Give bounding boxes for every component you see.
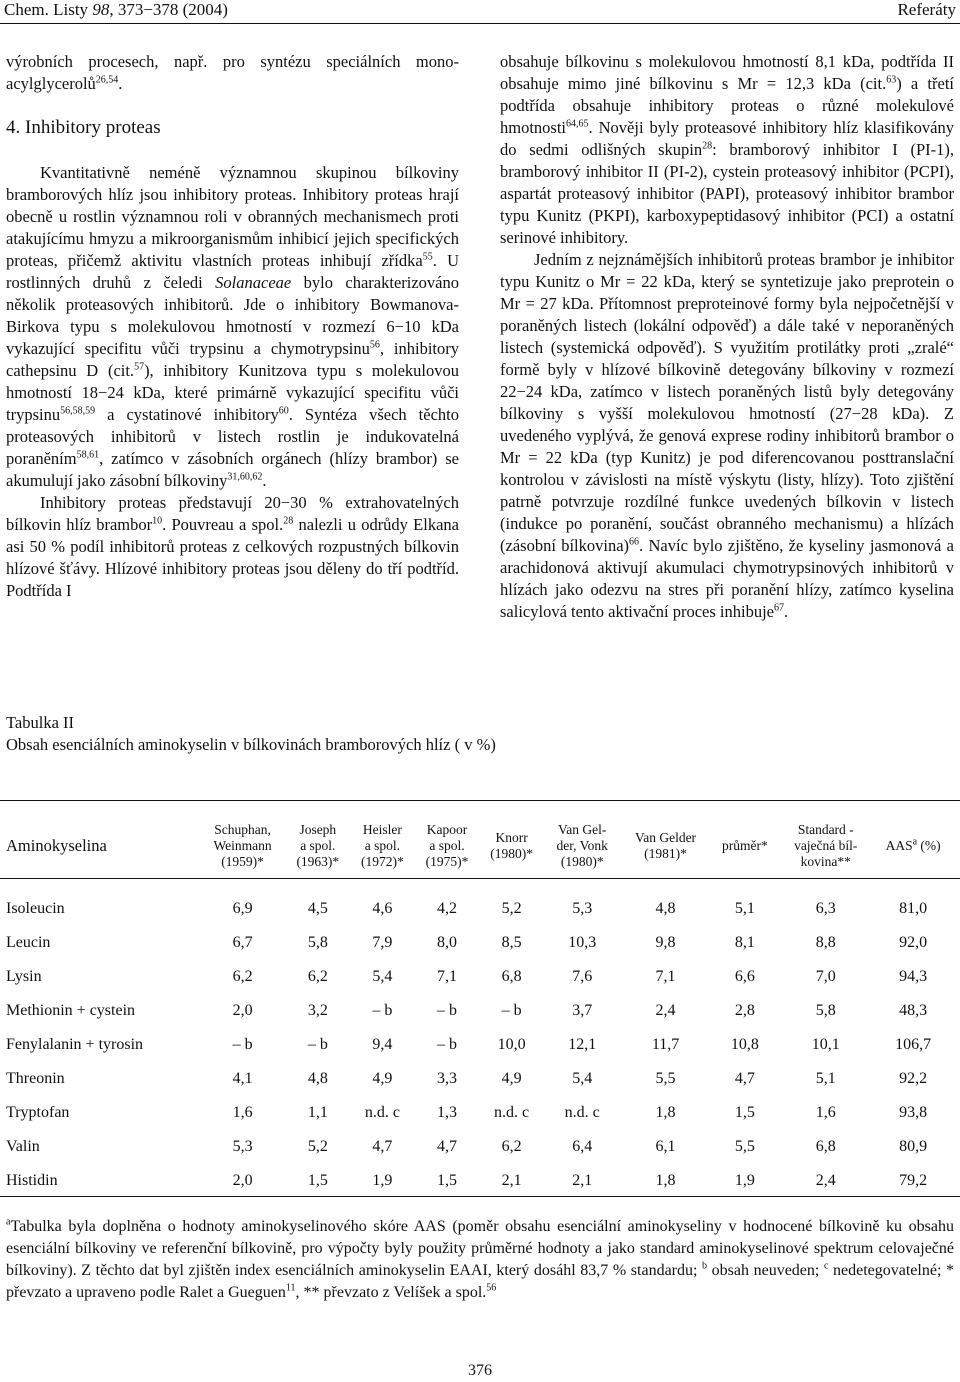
table-cell: – b	[501, 1002, 522, 1019]
text-run: .	[262, 471, 267, 490]
table-row	[2, 960, 954, 994]
table-cell: 7,6	[572, 968, 593, 985]
table-cell: 5,4	[372, 968, 393, 985]
table-cell: 8,8	[815, 934, 836, 951]
footnote-marker: a	[912, 836, 918, 848]
amino-acid-name: Isoleucin	[6, 900, 65, 917]
table-cell: 2,1	[501, 1172, 522, 1189]
table-cell: 5,5	[734, 1138, 755, 1155]
table-cell: n.d. c	[494, 1104, 530, 1121]
citation-ref: 56	[486, 1282, 497, 1294]
table-cell: 2,0	[232, 1002, 253, 1019]
header-line: a spol.	[429, 838, 465, 853]
table-cell: 1,6	[815, 1104, 836, 1121]
table-row	[2, 1130, 954, 1164]
header-line: Kapoor	[426, 822, 468, 837]
table-cell: – b	[437, 1036, 457, 1053]
table-cell: 10,3	[568, 934, 597, 951]
table-cell: 2,1	[572, 1172, 593, 1189]
table-cell: 6,2	[307, 968, 328, 985]
amino-acid-name: Lysin	[6, 968, 42, 985]
table-cell: 5,3	[572, 900, 593, 917]
table-cell: 92,2	[899, 1070, 928, 1087]
header-line: a spol.	[300, 838, 336, 853]
header-line: (1980)*	[490, 846, 533, 861]
table-cell: 5,8	[307, 934, 328, 951]
table-cell: 10,1	[811, 1036, 840, 1053]
column-header-7	[621, 818, 711, 874]
table-cell: 6,8	[501, 968, 522, 985]
paragraph-inhibitors-2	[6, 492, 459, 602]
table-cell: 94,3	[899, 968, 928, 985]
header-line: der, Vonk	[556, 838, 608, 853]
citation-ref: 31,60,62	[227, 471, 263, 483]
table-cell: 8,5	[501, 934, 522, 951]
text-run: obsahuje bílkovinu s molekulovou hmotností 8,1 kDa, podtřída II obsahuje mimo jiné bílkovinu s Mr = 12,3 kDa (cit.	[500, 52, 954, 93]
table-row	[2, 1028, 954, 1062]
text-run: bylo charakterizováno několik proteasových inhibitorů. Jde o inhibitory Bowmanova-Birkova typu s molekulovou hmotností v rozmezí 6−10 kDa vykazující specifitu vůči trypsinu a chymotrypsinu	[6, 273, 460, 358]
table-cell: n.d. c	[564, 1104, 600, 1121]
intro-paragraph	[6, 51, 459, 95]
footnote-marker: c	[823, 1260, 829, 1272]
text-run: , inhibitory cathepsinu D (cit.	[6, 339, 459, 380]
table-top-rule	[0, 800, 960, 801]
table-cell: 106,7	[895, 1036, 932, 1053]
table-cell: 7,1	[655, 968, 676, 985]
citation-ref: 10	[152, 515, 163, 527]
table-cell: 6,1	[655, 1138, 676, 1155]
amino-acid-name: Threonin	[6, 1070, 65, 1087]
text-run: , ** převzato z Velíšek a spol.	[295, 1284, 487, 1301]
table-cell: 1,9	[372, 1172, 393, 1189]
table-row	[2, 926, 954, 960]
amino-acid-name: Valin	[6, 1138, 40, 1155]
citation-ref: 57	[134, 361, 145, 373]
table-cell: 1,6	[232, 1104, 253, 1121]
table-cell: 5,1	[734, 900, 755, 917]
header-line: Standard -	[797, 822, 854, 837]
citation-ref: 67	[774, 602, 784, 614]
text-run: . Pouvreau a spol.	[162, 515, 284, 534]
text-run: obsah neuveden;	[707, 1262, 824, 1279]
citation-ref: 28	[283, 515, 294, 527]
header-line: (1959)*	[221, 854, 264, 869]
column-header-amino-acid: Aminokyselina	[6, 836, 107, 855]
table-cell: 5,4	[572, 1070, 593, 1087]
header-line: (1975)*	[425, 854, 469, 869]
journal-volume: 98	[92, 0, 110, 19]
table-cell: 7,0	[815, 968, 836, 985]
table-cell: 5,3	[232, 1138, 253, 1155]
text-run: . Nověji byly proteasové inhibitory hlíz klasifikovány do sedmi odlišných skupin	[500, 118, 954, 159]
table-cell: 1,5	[734, 1104, 755, 1121]
text-run: nedetegovatelné; * převzato a upraveno podle Ralet a Gueguen	[6, 1262, 955, 1301]
text-run: Kvantitativně neméně významnou skupinou bílkoviny bramborových hlíz jsou inhibitory proteas. Inhibitory proteas hrají obecně u rostlin významnou roli v obranných mechanismech proti atakujícímu hmyzu a mikroorganismům inhibicí jejich specifických proteas, přičemž aktivitu vlastních proteas inhibují zřídka	[6, 163, 459, 270]
table-cell: 10,0	[497, 1036, 526, 1053]
header-line: (1980)*	[560, 854, 604, 869]
table-cell: 2,0	[232, 1172, 253, 1189]
citation-ref: 11	[285, 1282, 296, 1294]
table-cell: 1,1	[307, 1104, 328, 1121]
table-cell: 12,1	[568, 1036, 597, 1053]
table-cell: 3,3	[437, 1070, 457, 1087]
table-cell: 79,2	[899, 1172, 928, 1189]
amino-acid-name: Leucin	[6, 934, 51, 951]
table-cell: 4,9	[501, 1070, 522, 1087]
table-cell: – b	[372, 1002, 393, 1019]
header-line: (%)	[917, 838, 941, 853]
text-run: ) a třetí podtřída obsahuje inhibitory proteas o různé molekulové hmotnosti	[500, 74, 954, 137]
text-run: : bramborový inhibitor I (PI-1), bramborový inhibitor II (PI-2), cystein proteasový inhibitor (PCPI), aspartát proteasový inhibitor (PAPI), proteasový inhibitor brambor typu Kunitz (PKPI), karboxypeptidasový inhibitor (PCI) a ostatní serinové inhibitory.	[500, 140, 954, 247]
table-cell: 5,1	[815, 1070, 836, 1087]
text-run: . Navíc bylo zjištěno, že kyseliny jasmonová a arachidonová aktivují akumulaci chymotrypsinových inhibitorů v hlízách jako odezvu na stres při poranění hlízy, zatímco kyselina salicylová tento aktivační proces inhibuje	[500, 536, 954, 621]
table-cell: 6,8	[815, 1138, 836, 1155]
table-cell: 2,8	[734, 1002, 755, 1019]
table-cell: 4,1	[232, 1070, 253, 1087]
table-cell: 4,7	[734, 1070, 755, 1087]
text-run: Jedním z nejznámějších inhibitorů proteas brambor je inhibitor typu Kunitz o Mr = 22 kDa, který se syntetizuje jako preprotein o Mr = 27 kDa. Přítomnost preproteinové formy byla nejpočetnější v poraněných listech (lokální odpověď) a dále také v neporaněných listech (systemická odpověď). S využitím protilátky proti „zralé“ formě byly v hlízové bílkovině detegovány bílkoviny v rozmezí 22−24 kDa, zatímco v listech poraněných listů byly detegovány bílkoviny s vyšší molekulovou hmotností (27−28 kDa). Z uvedeného vyplývá, že genová exprese rodiny inhibitorů brambor o Mr = 22 kDa (typ Kunitz) je pod diferencovanou posttranslační kontrolou v závislosti na místě výskytu (listy, hlízy). Toto zjištění patrně potvrzuje rozdílné funkce uvedených bílkovin v listech (indukce po poranění, součást obranného mechanismu) a hlízách (zásobní bílkovina)	[500, 250, 954, 555]
table-cell: 9,4	[372, 1036, 393, 1053]
citation-ref: 66	[629, 536, 640, 548]
citation-ref: 28	[702, 140, 713, 152]
text-run: výrobních procesech, např. pro syntézu speciálních mono-acylglycerolů	[6, 52, 459, 93]
citation-ref: 56	[369, 339, 380, 351]
table-cell: 9,8	[655, 934, 676, 951]
table-row	[2, 1164, 954, 1198]
header-line: AAS	[885, 838, 913, 853]
table-body	[2, 874, 954, 1198]
paragraph-inhibitors-1	[6, 162, 459, 492]
table-caption	[6, 712, 496, 756]
table-label: Tabulka II	[6, 713, 75, 732]
spacer-cell	[2, 874, 954, 892]
paragraph-subclasses	[500, 51, 954, 249]
table-cell: 6,6	[734, 968, 755, 985]
header-line: průměr*	[721, 838, 768, 853]
header-line: Heisler	[362, 822, 402, 837]
amino-acid-name: Histidin	[6, 1172, 58, 1189]
table-cell: 1,3	[437, 1104, 457, 1121]
table-cell: 11,7	[651, 1036, 680, 1053]
header-rule	[0, 23, 960, 24]
paragraph-kunitz	[500, 249, 954, 623]
header-line: Weinmann	[213, 838, 272, 853]
table-cell: 1,9	[734, 1172, 755, 1189]
column-header-2	[286, 818, 351, 874]
table-cell: 8,1	[734, 934, 755, 951]
header-line: Schuphan,	[214, 822, 271, 837]
table-cell: 4,6	[372, 900, 393, 917]
footnote-marker: b	[702, 1260, 708, 1272]
table-cell: 4,2	[437, 900, 457, 917]
table-cell: 6,3	[815, 900, 836, 917]
column-header-10	[872, 818, 954, 874]
table-cell: 93,8	[899, 1104, 928, 1121]
text-run: Tabulka byla doplněna o hodnoty aminokyselinového skóre AAS (poměr obsahu esenciální aminokyseliny v hodnocené bílkovině ku obsahu esenciální bílkoviny ve referenční bílkovině, pro výpočty byly použity průměrné hodnoty a jako standard aminokyselinové spektrum celovaječné bílkoviny). Z těchto dat byl zjištěn index esenciálních aminokyselin EAAI, který dosáhl 83,7 % standardu;	[6, 1218, 954, 1279]
table-cell: 2,4	[655, 1002, 676, 1019]
text-run: ), inhibitory Kunitzova typu s molekulovou hmotností 18−24 kDa, které primárně vykazující specifitu vůči trypsinu	[6, 361, 459, 424]
citation-ref: 26,54	[95, 74, 119, 86]
table-row	[2, 1096, 954, 1130]
page-number: 376	[468, 1362, 492, 1379]
table-cell: 7,9	[372, 934, 393, 951]
section-title: 4. Inhibitory proteas	[6, 117, 161, 138]
table-row	[2, 892, 954, 926]
table-cell: 92,0	[899, 934, 928, 951]
table-title: Obsah esenciálních aminokyselin v bílkovinách bramborových hlíz ( v %)	[6, 735, 496, 754]
citation-ref: 56,58,59	[60, 405, 96, 417]
header-line: Knorr	[495, 830, 528, 845]
column-header-5	[479, 818, 544, 874]
text-run: nalezli u odrůdy Elkana asi 50 % podíl inhibitorů proteas z celkových rozpustných bílkovin hlízové šťávy. Hlízové inhibitory proteas jsou děleny do tří podtříd. Podtřída I	[6, 515, 459, 600]
right-column	[500, 51, 954, 623]
left-column	[6, 51, 459, 602]
table-cell: 4,5	[307, 900, 328, 917]
text-run: .	[118, 74, 123, 93]
table-cell: 3,2	[307, 1002, 328, 1019]
header-line: (1981)*	[644, 846, 687, 861]
table-cell: 6,2	[501, 1138, 522, 1155]
table-cell: 1,5	[307, 1172, 328, 1189]
table-cell: 5,5	[655, 1070, 676, 1087]
table-cell: 6,2	[232, 968, 253, 985]
citation-ref: 55	[422, 251, 433, 263]
table-cell: n.d. c	[364, 1104, 400, 1121]
column-header-3	[350, 818, 415, 874]
citation-ref: 60	[278, 405, 289, 417]
table-cell: 6,9	[232, 900, 253, 917]
amino-acid-name: Tryptofan	[6, 1104, 70, 1121]
table-cell: 6,7	[232, 934, 253, 951]
table-spacer-row	[2, 874, 954, 892]
table-cell: 5,2	[501, 900, 522, 917]
table-row	[2, 994, 954, 1028]
table-cell: – b	[307, 1036, 328, 1053]
table-cell: – b	[232, 1036, 253, 1053]
header-line: a spol.	[364, 838, 401, 853]
header-line: kovina**	[800, 854, 851, 869]
running-header-journal	[4, 0, 228, 20]
table-cell: 1,8	[655, 1172, 676, 1189]
column-header-6	[544, 818, 621, 874]
text-run: .	[784, 602, 789, 621]
amino-acid-name: Fenylalanin + tyrosin	[6, 1036, 144, 1053]
table-cell: 4,7	[437, 1138, 457, 1155]
text-run: . U rostlinných druhů z čeledi	[6, 251, 459, 292]
table-cell: 1,8	[655, 1104, 676, 1121]
running-header-section: Referáty	[897, 0, 956, 19]
table-cell: 5,2	[307, 1138, 328, 1155]
table-cell: 6,4	[572, 1138, 593, 1155]
footnote-marker: a	[6, 1216, 11, 1228]
table-cell: 4,9	[372, 1070, 393, 1087]
table-cell: 4,8	[655, 900, 676, 917]
table-cell: 5,8	[815, 1002, 836, 1019]
text-run: . Syntéza všech těchto proteasových inhibitorů v listech rostlin je indukovatelná poraněním	[6, 405, 459, 468]
table-cell: 2,4	[815, 1172, 836, 1189]
text-run: a cystatinové inhibitory	[95, 405, 279, 424]
header-line: vaječná bíl-	[794, 838, 858, 853]
header-line: Van Gelder	[634, 830, 697, 845]
table-cell: 81,0	[899, 900, 928, 917]
citation-ref: 64,65	[566, 118, 589, 130]
citation-ref: 63	[886, 74, 897, 86]
text-run: Inhibitory proteas představují 20−30 % extrahovatelných bílkovin hlíz brambor	[6, 493, 459, 534]
journal-pages: , 373−378 (2004)	[109, 0, 228, 19]
column-header-4	[415, 818, 480, 874]
amino-acid-table	[2, 818, 954, 1198]
column-header-9	[779, 818, 872, 874]
table-footnote	[6, 1216, 954, 1304]
header-line: Joseph	[299, 822, 337, 837]
header-line: Van Gel-	[558, 822, 607, 837]
column-header-1	[200, 818, 286, 874]
journal-name: Chem. Listy	[4, 0, 93, 19]
table-cell: 1,5	[437, 1172, 457, 1189]
text-run: , zatímco v zásobních orgánech (hlízy brambor) se akumulují jako zásobní bílkoviny	[6, 449, 459, 490]
table-cell: 3,7	[572, 1002, 593, 1019]
column-header-8	[711, 818, 780, 874]
table-cell: 7,1	[437, 968, 457, 985]
table-cell: 4,8	[307, 1070, 328, 1087]
table-cell: 48,3	[899, 1002, 928, 1019]
table-cell: 8,0	[437, 934, 457, 951]
table-cell: – b	[437, 1002, 457, 1019]
header-line: (1972)*	[361, 854, 404, 869]
table-cell: 10,8	[730, 1036, 759, 1053]
table-row	[2, 1062, 954, 1096]
taxon-name: Solanaceae	[215, 273, 292, 292]
citation-ref: 58,61	[76, 449, 100, 461]
table-header-row	[2, 818, 954, 874]
table-cell: 4,7	[372, 1138, 393, 1155]
amino-acid-name: Methionin + cystein	[6, 1002, 136, 1019]
table-cell: 80,9	[899, 1138, 928, 1155]
header-line: (1963)*	[296, 854, 340, 869]
